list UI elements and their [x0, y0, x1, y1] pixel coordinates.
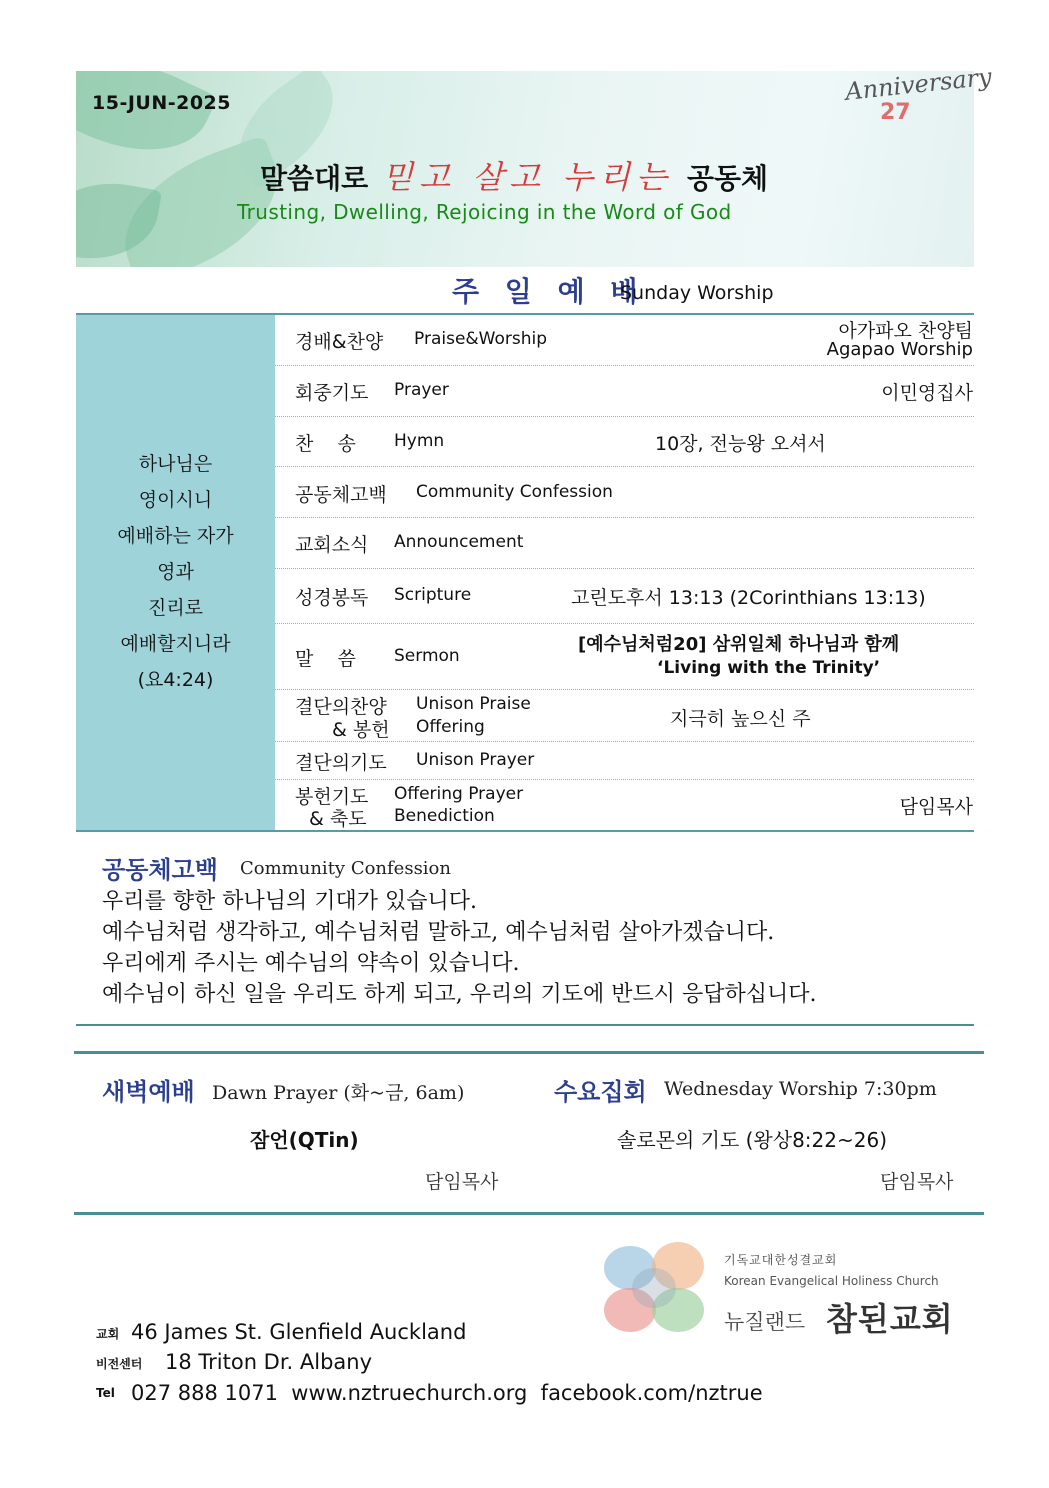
verse-line: (요4:24) — [137, 669, 214, 691]
anniversary-number: 27 — [880, 100, 911, 125]
order-value-sermon-title: [예수님처럼20] 삼위일체 하나님과 함께 — [578, 634, 900, 655]
dawn-prayer-item: 잠언(QTin) — [250, 1128, 359, 1152]
table-top-border — [76, 313, 974, 315]
dawn-prayer-pastor: 담임목사 — [425, 1171, 499, 1193]
confession-title-en: Community Confession — [240, 858, 451, 879]
row-divider — [275, 779, 974, 780]
vision-center-address: 18 Triton Dr. Albany — [165, 1350, 373, 1374]
verse-line: 예배할지니라 — [120, 633, 231, 655]
order-value-unison-praise: 지극히 높으신 주 — [670, 708, 811, 730]
order-label-unison-praise: 결단의찬양 — [295, 696, 387, 718]
section-divider — [74, 1051, 984, 1054]
order-label-unison-praise-en: Unison Praise — [416, 694, 531, 714]
verse-line: 영과 — [157, 561, 194, 583]
motto-english: Trusting, Dwelling, Rejoicing in the Word of God — [237, 200, 732, 224]
order-label-scripture: 성경봉독 — [295, 587, 369, 609]
denomination-korean: 기독교대한성결교회 — [724, 1253, 838, 1267]
confession-line: 우리를 향한 하나님의 기대가 있습니다. — [102, 889, 477, 914]
order-label-prayer-en: Prayer — [394, 380, 449, 400]
church-address: 46 James St. Glenfield Auckland — [131, 1320, 467, 1344]
worship-title-korean: 주 일 예 배 — [452, 275, 646, 308]
bulletin-date: 15-JUN-2025 — [92, 92, 231, 114]
vision-center-label: 비전센터 — [96, 1357, 143, 1371]
denomination-english: Korean Evangelical Holiness Church — [724, 1274, 939, 1288]
order-label-confession-en: Community Confession — [416, 482, 613, 502]
confession-text — [102, 886, 817, 1010]
order-value-praise-ko: 아가파오 찬양팀 — [838, 320, 973, 342]
wednesday-worship-item: 솔로몬의 기도 (왕상8:22~26) — [617, 1128, 887, 1152]
church-region: 뉴질랜드 — [724, 1310, 806, 1334]
dawn-prayer-subtitle: Dawn Prayer (화~금, 6am) — [212, 1082, 465, 1104]
confession-line: 우리에게 주시는 예수님의 약속이 있습니다. — [102, 951, 520, 976]
section-divider — [76, 1024, 974, 1026]
order-label-benediction-en: Benediction — [394, 806, 495, 826]
row-divider — [275, 623, 974, 624]
contact-line: 027 888 1071 www.nztruechurch.org facebook.com/nztrue — [131, 1381, 763, 1405]
verse-text — [76, 446, 275, 698]
wednesday-worship-title: 수요집회 — [554, 1078, 647, 1106]
order-label-hymn-en: Hymn — [394, 431, 445, 451]
verse-line: 진리로 — [147, 597, 204, 619]
order-value-scripture: 고린도후서 13:13 (2Corinthians 13:13) — [571, 587, 926, 609]
order-label-offering-prayer-en: Offering Prayer — [394, 784, 524, 804]
confession-line: 예수님이 하신 일을 우리도 하게 되고, 우리의 기도에 반드시 응답하십니다. — [102, 982, 817, 1007]
order-value-hymn: 10장, 전능왕 오셔서 — [655, 433, 826, 455]
order-label-praise-en: Praise&Worship — [414, 329, 548, 349]
row-divider — [275, 466, 974, 467]
order-label-offering: & 봉헌 — [332, 719, 390, 741]
order-value-prayer: 이민영집사 — [881, 382, 973, 404]
row-divider — [275, 568, 974, 569]
confession-line: 예수님처럼 생각하고, 예수님처럼 말하고, 예수님처럼 살아가겠습니다. — [102, 920, 775, 945]
order-label-scripture-en: Scripture — [394, 585, 472, 605]
table-bottom-border — [76, 830, 974, 832]
motto-highlight: 믿고 살고 누리는 — [382, 158, 673, 196]
church-name: 참된교회 — [826, 1300, 954, 1338]
verse-line: 예배하는 자가 — [117, 525, 234, 547]
section-divider — [74, 1212, 984, 1215]
verse-line: 영이시니 — [138, 489, 213, 511]
telephone-label: Tel — [96, 1386, 115, 1400]
order-label-offering-prayer: 봉헌기도 — [295, 786, 369, 808]
dawn-prayer-title: 새벽예배 — [102, 1078, 195, 1106]
order-value-praise-en: Agapao Worship — [826, 339, 973, 360]
order-label-unison-prayer-en: Unison Prayer — [416, 750, 535, 770]
order-label-announcement: 교회소식 — [295, 534, 369, 556]
order-label-sermon-en: Sermon — [394, 646, 460, 666]
wednesday-worship-subtitle: Wednesday Worship 7:30pm — [664, 1078, 937, 1100]
order-label-praise: 경배&찬양 — [295, 331, 384, 353]
motto-prefix: 말씀대로 — [260, 162, 369, 195]
wednesday-worship-pastor: 담임목사 — [880, 1171, 954, 1193]
order-label-benediction: & 축도 — [309, 808, 367, 830]
order-label-sermon: 말 씀 — [295, 648, 356, 670]
church-address-label: 교회 — [96, 1327, 120, 1341]
church-logo-icon — [602, 1238, 708, 1336]
anniversary-label: Anniversary — [844, 62, 993, 106]
confession-title: 공동체고백 — [102, 856, 218, 884]
motto-korean — [260, 152, 768, 198]
order-label-offering-en: Offering — [416, 717, 485, 737]
row-divider — [275, 517, 974, 518]
row-divider — [275, 416, 974, 417]
row-divider — [275, 689, 974, 690]
order-label-hymn: 찬 송 — [295, 433, 356, 455]
order-label-confession: 공동체고백 — [295, 484, 387, 506]
worship-title-english: Sunday Worship — [620, 282, 774, 304]
row-divider — [275, 365, 974, 366]
motto-suffix: 공동체 — [686, 162, 769, 195]
order-label-prayer: 회중기도 — [295, 382, 369, 404]
verse-line: 하나님은 — [138, 453, 213, 475]
order-value-sermon-subtitle: ‘Living with the Trinity’ — [657, 658, 881, 678]
order-label-unison-prayer: 결단의기도 — [295, 752, 387, 774]
order-value-benediction: 담임목사 — [899, 796, 973, 818]
order-label-announcement-en: Announcement — [394, 532, 524, 552]
